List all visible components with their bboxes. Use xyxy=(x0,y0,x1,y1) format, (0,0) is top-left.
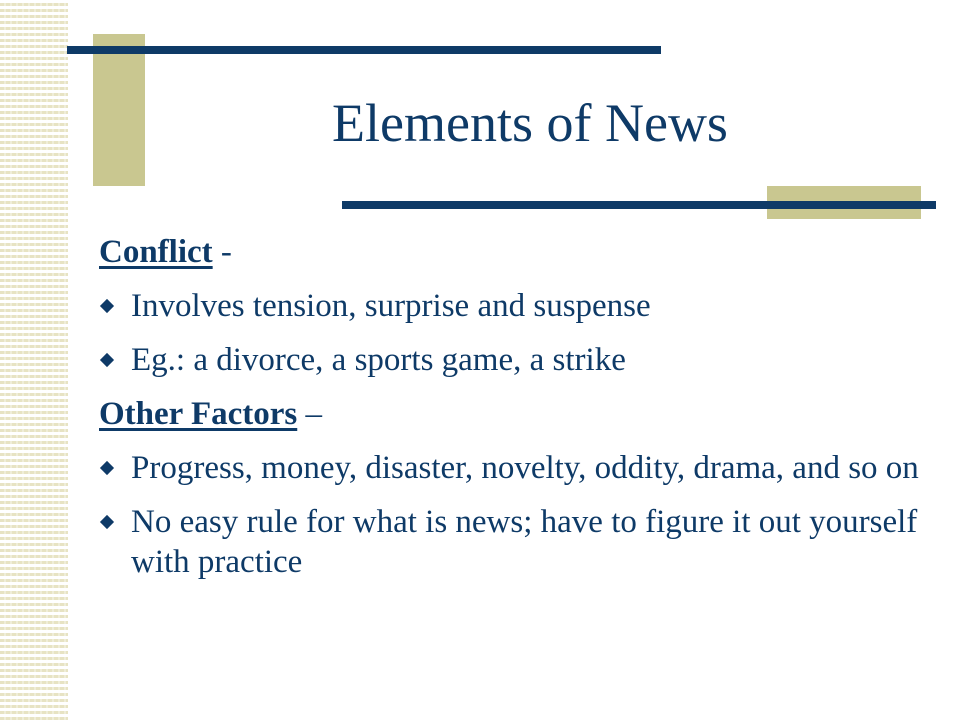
diamond-bullet-icon xyxy=(100,299,114,313)
diamond-bullet-icon xyxy=(100,461,114,475)
list-item-text: Eg.: a divorce, a sports game, a strike xyxy=(131,342,626,378)
slide-title: Elements of News xyxy=(332,93,728,153)
decorative-line-top xyxy=(67,46,661,54)
section-heading-label: Other Factors xyxy=(99,396,298,432)
list-item-text: No easy rule for what is news; have to figure it out yourself with practice xyxy=(131,504,918,580)
list-item xyxy=(99,448,919,488)
diamond-bullet-icon xyxy=(100,353,114,367)
diamond-bullet-icon xyxy=(100,515,114,529)
decorative-block-left xyxy=(93,34,145,186)
list-item-text: Involves tension, surprise and suspense xyxy=(131,288,651,324)
slide-content xyxy=(99,232,919,596)
decorative-line-bottom xyxy=(342,201,936,209)
section-heading-separator: - xyxy=(212,234,232,270)
list-item xyxy=(99,286,919,326)
decorative-stripe xyxy=(0,0,68,720)
list-item xyxy=(99,502,919,582)
section-list-conflict xyxy=(99,286,919,380)
list-item-text: Progress, money, disaster, novelty, oddity, drama, and so on xyxy=(131,450,919,486)
section-heading-other-factors xyxy=(99,394,919,434)
section-heading-conflict xyxy=(99,232,919,272)
section-list-other-factors xyxy=(99,448,919,582)
list-item xyxy=(99,340,919,380)
section-heading-separator: – xyxy=(297,396,322,432)
section-heading-label: Conflict xyxy=(99,234,213,270)
